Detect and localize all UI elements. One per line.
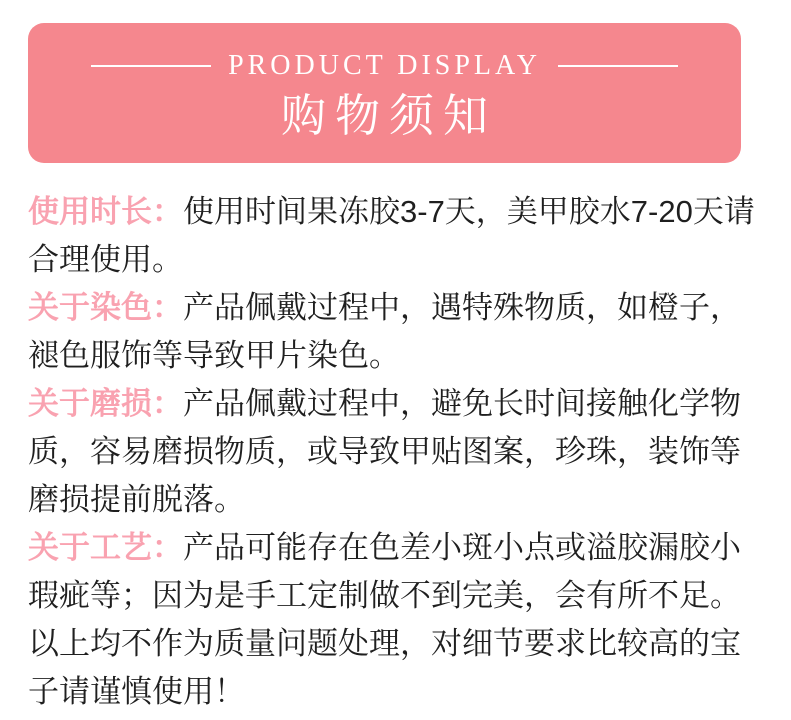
- notice-line: 关于工艺：产品可能存在色差小斑小点或溢胶漏胶小: [28, 530, 741, 565]
- section-label: 关于磨损：: [28, 386, 183, 421]
- notice-line: 合理使用。: [28, 242, 183, 277]
- notice-body: [28, 188, 768, 716]
- section-label: 关于染色：: [28, 290, 183, 325]
- right-rule-divider: [558, 65, 678, 67]
- notice-line: 以上均不作为质量问题处理，对细节要求比较高的宝: [28, 626, 741, 661]
- notice-line: 褪色服饰等导致甲片染色。: [28, 338, 400, 373]
- shopping-notice-banner: [28, 23, 741, 163]
- notice-line: 子请谨慎使用！: [28, 674, 245, 709]
- notice-line: 关于磨损：产品佩戴过程中，避免长时间接触化学物: [28, 386, 741, 421]
- page-title: 购物须知: [280, 90, 497, 141]
- notice-line: 瑕疵等；因为是手工定制做不到完美，会有所不足。: [28, 578, 741, 613]
- section-label: 使用时长：: [28, 194, 183, 229]
- section-label: 关于工艺：: [28, 530, 183, 565]
- notice-line: 质，容易磨损物质，或导致甲贴图案，珍珠，装饰等: [28, 434, 741, 469]
- notice-line: 使用时长：使用时间果冻胶3-7天，美甲胶水7-20天请: [28, 194, 755, 229]
- notice-line: 磨损提前脱落。: [28, 482, 245, 517]
- banner-subtitle-row: [91, 50, 678, 82]
- banner-subtitle: PRODUCT DISPLAY: [228, 50, 541, 81]
- notice-line: 关于染色：产品佩戴过程中，遇特殊物质，如橙子，: [28, 290, 741, 325]
- left-rule-divider: [91, 65, 211, 67]
